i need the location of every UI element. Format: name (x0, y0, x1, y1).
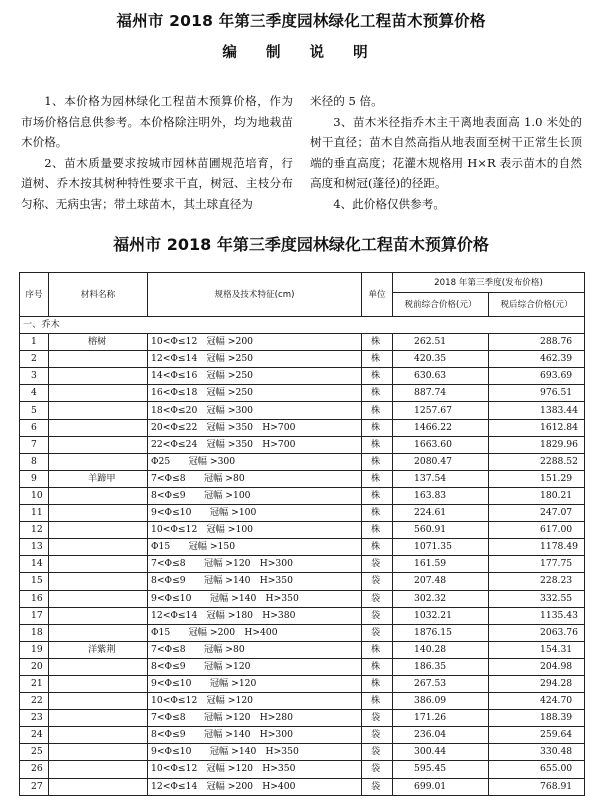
row-pre-tax: 1257.67 (393, 402, 489, 419)
row-material: 洋紫荆 (49, 641, 148, 658)
row-pre-tax: 161.59 (393, 556, 489, 573)
price-table (19, 272, 585, 796)
row-material (49, 744, 148, 761)
table-row (20, 351, 585, 368)
table-row (20, 778, 585, 795)
row-pre-tax: 2080.47 (393, 453, 489, 470)
row-unit: 株 (362, 693, 393, 710)
row-post-tax: 294.28 (489, 675, 585, 692)
row-post-tax: 247.07 (489, 505, 585, 522)
row-spec: 12<Φ≤14 冠幅 >180 H>380 (148, 607, 362, 624)
row-spec: 10<Φ≤12 冠幅 >200 (148, 334, 362, 351)
row-spec: 10<Φ≤12 冠幅 >120 (148, 693, 362, 710)
note-paragraph: 2、苗木质量要求按城市园林苗圃规范培育，行道树、乔木按其树种特性要求干直，树冠、主枝分布匀称、无病虫害；带土球苗木，其土球直径为 (21, 155, 293, 211)
row-spec: 7<Φ≤8 冠幅 >120 H>300 (148, 556, 362, 573)
row-index: 1 (20, 334, 49, 351)
row-index: 23 (20, 710, 49, 727)
row-unit: 株 (362, 385, 393, 402)
table-row (20, 744, 585, 761)
row-post-tax: 259.64 (489, 727, 585, 744)
row-spec: 7<Φ≤8 冠幅 >120 H>280 (148, 710, 362, 727)
row-index: 12 (20, 522, 49, 539)
row-unit: 袋 (362, 761, 393, 778)
header-post-tax: 税后综合价格(元） (489, 293, 585, 317)
row-spec: 7<Φ≤8 冠幅 >80 (148, 470, 362, 487)
table-row (20, 453, 585, 470)
row-pre-tax: 1032.21 (393, 607, 489, 624)
row-unit: 袋 (362, 624, 393, 641)
row-post-tax: 1829.96 (489, 436, 585, 453)
table-row (20, 556, 585, 573)
row-index: 26 (20, 761, 49, 778)
row-pre-tax: 386.09 (393, 693, 489, 710)
header-index: 序号 (20, 273, 49, 317)
row-material (49, 487, 148, 504)
row-unit: 株 (362, 368, 393, 385)
row-post-tax: 177.75 (489, 556, 585, 573)
row-material (49, 419, 148, 436)
row-material (49, 693, 148, 710)
row-post-tax: 617.00 (489, 522, 585, 539)
row-post-tax: 693.69 (489, 368, 585, 385)
row-spec: 9<Φ≤10 冠幅 >140 H>350 (148, 590, 362, 607)
row-material (49, 675, 148, 692)
row-pre-tax: 1466.22 (393, 419, 489, 436)
row-index: 2 (20, 351, 49, 368)
row-unit: 袋 (362, 710, 393, 727)
row-post-tax: 976.51 (489, 385, 585, 402)
row-unit: 株 (362, 470, 393, 487)
row-index: 14 (20, 556, 49, 573)
row-pre-tax: 224.61 (393, 505, 489, 522)
row-post-tax: 2288.52 (489, 453, 585, 470)
row-index: 24 (20, 727, 49, 744)
row-material (49, 590, 148, 607)
row-post-tax: 1383.44 (489, 402, 585, 419)
row-material (49, 658, 148, 675)
header-pre-tax: 税前综合价格(元） (393, 293, 489, 317)
row-pre-tax: 163.83 (393, 487, 489, 504)
table-row (20, 590, 585, 607)
row-unit: 株 (362, 351, 393, 368)
table-row (20, 641, 585, 658)
row-index: 11 (20, 505, 49, 522)
row-index: 20 (20, 658, 49, 675)
row-post-tax: 1178.49 (489, 539, 585, 556)
row-post-tax: 768.91 (489, 778, 585, 795)
row-material (49, 727, 148, 744)
table-row (20, 368, 585, 385)
notes-right-column (310, 91, 582, 215)
row-post-tax: 1612.84 (489, 419, 585, 436)
row-spec: 18<Φ≤20 冠幅 >300 (148, 402, 362, 419)
row-unit: 株 (362, 505, 393, 522)
row-material (49, 607, 148, 624)
row-index: 9 (20, 470, 49, 487)
row-material (49, 556, 148, 573)
row-post-tax: 2063.76 (489, 624, 585, 641)
table-row (20, 761, 585, 778)
row-index: 3 (20, 368, 49, 385)
row-material (49, 522, 148, 539)
row-material: 榕树 (49, 334, 148, 351)
row-pre-tax: 207.48 (393, 573, 489, 590)
row-post-tax: 204.98 (489, 658, 585, 675)
row-pre-tax: 137.54 (393, 470, 489, 487)
row-spec: 16<Φ≤18 冠幅 >250 (148, 385, 362, 402)
row-index: 18 (20, 624, 49, 641)
row-pre-tax: 560.91 (393, 522, 489, 539)
row-material (49, 710, 148, 727)
row-post-tax: 154.31 (489, 641, 585, 658)
row-unit: 株 (362, 402, 393, 419)
row-unit: 株 (362, 539, 393, 556)
row-unit: 袋 (362, 744, 393, 761)
header-material: 材料名称 (49, 273, 148, 317)
row-material (49, 761, 148, 778)
row-pre-tax: 630.63 (393, 368, 489, 385)
row-spec: 22<Φ≤24 冠幅 >350 H>700 (148, 436, 362, 453)
row-material (49, 436, 148, 453)
row-unit: 株 (362, 675, 393, 692)
row-pre-tax: 595.45 (393, 761, 489, 778)
row-index: 17 (20, 607, 49, 624)
row-pre-tax: 262.51 (393, 334, 489, 351)
header-spec: 规格及技术特征(cm) (148, 273, 362, 317)
row-index: 22 (20, 693, 49, 710)
row-pre-tax: 699.01 (393, 778, 489, 795)
row-spec: 9<Φ≤10 冠幅 >140 H>350 (148, 744, 362, 761)
row-spec: 9<Φ≤10 冠幅 >120 (148, 675, 362, 692)
row-material (49, 368, 148, 385)
row-pre-tax: 267.53 (393, 675, 489, 692)
header-unit: 单位 (362, 273, 393, 317)
row-spec: Φ15 冠幅 >150 (148, 539, 362, 556)
row-pre-tax: 302.32 (393, 590, 489, 607)
row-post-tax: 330.48 (489, 744, 585, 761)
row-post-tax: 151.29 (489, 470, 585, 487)
row-unit: 袋 (362, 590, 393, 607)
table-row (20, 607, 585, 624)
table-row (20, 573, 585, 590)
row-unit: 袋 (362, 573, 393, 590)
row-index: 6 (20, 419, 49, 436)
row-spec: Φ15 冠幅 >200 H>400 (148, 624, 362, 641)
row-spec: 8<Φ≤9 冠幅 >100 (148, 487, 362, 504)
row-index: 15 (20, 573, 49, 590)
row-index: 16 (20, 590, 49, 607)
table-row (20, 727, 585, 744)
row-spec: 7<Φ≤8 冠幅 >80 (148, 641, 362, 658)
row-spec: 8<Φ≤9 冠幅 >140 H>300 (148, 727, 362, 744)
row-post-tax: 288.76 (489, 334, 585, 351)
row-material (49, 539, 148, 556)
row-unit: 株 (362, 522, 393, 539)
table-row (20, 710, 585, 727)
row-pre-tax: 300.44 (393, 744, 489, 761)
table-row (20, 505, 585, 522)
row-pre-tax: 140.28 (393, 641, 489, 658)
row-spec: 10<Φ≤12 冠幅 >120 H>350 (148, 761, 362, 778)
row-unit: 株 (362, 436, 393, 453)
row-pre-tax: 420.35 (393, 351, 489, 368)
row-unit: 株 (362, 419, 393, 436)
row-material: 羊蹄甲 (49, 470, 148, 487)
section-label: 一、乔木 (20, 317, 585, 334)
table-row (20, 539, 585, 556)
row-unit: 株 (362, 641, 393, 658)
table-row (20, 624, 585, 641)
row-pre-tax: 186.35 (393, 658, 489, 675)
row-post-tax: 188.39 (489, 710, 585, 727)
row-spec: 9<Φ≤10 冠幅 >100 (148, 505, 362, 522)
table-title: 福州市 2018 年第三季度园林绿化工程苗木预算价格 (113, 235, 489, 254)
row-index: 10 (20, 487, 49, 504)
row-spec: 14<Φ≤16 冠幅 >250 (148, 368, 362, 385)
row-unit: 袋 (362, 727, 393, 744)
row-material (49, 453, 148, 470)
row-index: 25 (20, 744, 49, 761)
row-pre-tax: 1071.35 (393, 539, 489, 556)
table-row (20, 402, 585, 419)
row-pre-tax: 1876.15 (393, 624, 489, 641)
row-post-tax: 655.00 (489, 761, 585, 778)
note-paragraph: 1、本价格为园林绿化工程苗木预算价格，作为市场价格信息供参考。本价格除注明外，均为地栽苗木价格。 (21, 94, 293, 150)
table-row (20, 693, 585, 710)
table-row (20, 470, 585, 487)
row-material (49, 573, 148, 590)
table-row (20, 522, 585, 539)
row-post-tax: 1135.43 (489, 607, 585, 624)
note-paragraph: 米径的 5 倍。 (310, 94, 383, 108)
row-material (49, 624, 148, 641)
row-index: 13 (20, 539, 49, 556)
row-spec: Φ25 冠幅 >300 (148, 453, 362, 470)
row-post-tax: 424.70 (489, 693, 585, 710)
row-material (49, 351, 148, 368)
row-unit: 袋 (362, 607, 393, 624)
row-unit: 株 (362, 334, 393, 351)
row-spec: 12<Φ≤14 冠幅 >250 (148, 351, 362, 368)
table-row (20, 658, 585, 675)
row-material (49, 505, 148, 522)
note-paragraph: 4、此价格仅供参考。 (333, 196, 445, 211)
row-index: 19 (20, 641, 49, 658)
note-paragraph: 3、苗木米径指乔木主干离地表面高 1.0 米处的树干直径；苗木自然高指从地表面至树干正常生长顶端的垂直高度；花灌木规格用 H×R 表示苗木的自然高度和树冠(蓬径)的径距。 (310, 114, 582, 191)
table-row (20, 675, 585, 692)
row-index: 8 (20, 453, 49, 470)
row-pre-tax: 887.74 (393, 385, 489, 402)
table-row (20, 334, 585, 351)
row-index: 4 (20, 385, 49, 402)
row-spec: 20<Φ≤22 冠幅 >350 H>700 (148, 419, 362, 436)
document-subtitle: 编 制 说 明 (222, 45, 380, 61)
section-row (20, 317, 585, 334)
row-post-tax: 462.39 (489, 351, 585, 368)
row-unit: 株 (362, 453, 393, 470)
row-index: 7 (20, 436, 49, 453)
table-row (20, 385, 585, 402)
table-row (20, 436, 585, 453)
row-spec: 12<Φ≤14 冠幅 >200 H>400 (148, 778, 362, 795)
row-spec: 10<Φ≤12 冠幅 >100 (148, 522, 362, 539)
document-title: 福州市 2018 年第三季度园林绿化工程苗木预算价格 (116, 12, 486, 30)
table-row (20, 487, 585, 504)
row-material (49, 778, 148, 795)
table-row (20, 419, 585, 436)
header-period: 2018 年第三季度(发布价格) (393, 273, 585, 293)
row-spec: 8<Φ≤9 冠幅 >140 H>350 (148, 573, 362, 590)
row-unit: 株 (362, 487, 393, 504)
row-material (49, 385, 148, 402)
row-index: 5 (20, 402, 49, 419)
row-pre-tax: 1663.60 (393, 436, 489, 453)
row-unit: 株 (362, 658, 393, 675)
row-unit: 袋 (362, 778, 393, 795)
row-post-tax: 332.55 (489, 590, 585, 607)
row-pre-tax: 236.04 (393, 727, 489, 744)
row-post-tax: 180.21 (489, 487, 585, 504)
row-spec: 8<Φ≤9 冠幅 >120 (148, 658, 362, 675)
row-unit: 袋 (362, 556, 393, 573)
row-material (49, 402, 148, 419)
notes-left-column (21, 91, 293, 215)
row-index: 21 (20, 675, 49, 692)
row-post-tax: 228.23 (489, 573, 585, 590)
row-pre-tax: 171.26 (393, 710, 489, 727)
row-index: 27 (20, 778, 49, 795)
